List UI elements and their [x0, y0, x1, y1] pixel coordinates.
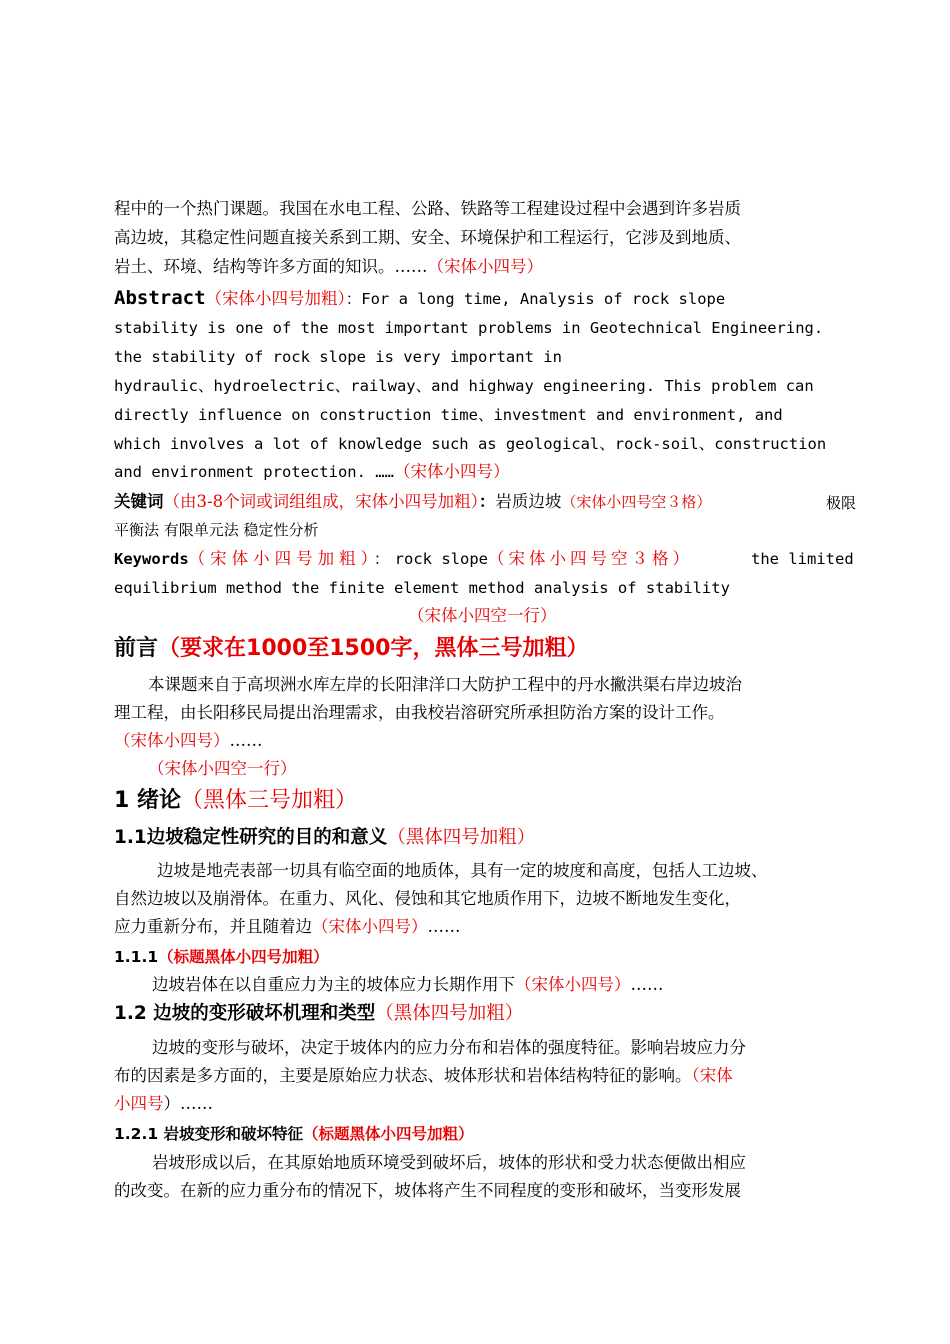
format-note: （标题黑体小四号加粗）: [158, 948, 329, 966]
section-line-3: [114, 1096, 213, 1113]
section-heading: [114, 1005, 523, 1024]
keywords-colon: ：: [373, 550, 390, 568]
format-note: （宋体小四号加粗）: [188, 549, 374, 568]
keywords-colon: ：: [478, 492, 496, 511]
abstract-cn-line-3: [114, 259, 543, 276]
subsection-line: [152, 977, 664, 994]
keyword: rock slope: [394, 550, 488, 568]
keyword-fragment: 极限: [826, 494, 857, 512]
chapter-title: 1 绪论: [114, 788, 181, 813]
ellipsis: ）……: [163, 1094, 213, 1113]
keywords-en-line-2: equilibrium method the finite element method analysis of stability: [114, 579, 730, 597]
preface-heading: [114, 638, 588, 660]
subsection-title: 1.1.1: [114, 948, 159, 966]
abstract-cn-line-2: 高边坡，其稳定性问题直接关系到工期、安全、环境保护和工程运行，它涉及到地质、: [114, 228, 741, 247]
format-note: （宋体小四号）: [515, 975, 631, 994]
format-note: （宋体小四号）: [312, 917, 428, 936]
section-text: 布的因素是多方面的，主要是原始应力状态、坡体形状和岩体结构特征的影响。: [114, 1066, 692, 1085]
abstract-en-line: hydraulic、hydroelectric、railway、and highway engineering. This problem can: [114, 377, 814, 395]
abstract-en-line: which involves a lot of knowledge such as geological、rock-soil、construction: [114, 435, 827, 453]
chapter-heading: [114, 790, 357, 812]
abstract-cn-line-1: 程中的一个热门课题。我国在水电工程、公路、铁路等工程建设过程中会遇到许多岩质: [114, 199, 741, 218]
section-title: 1.1边坡稳定性研究的目的和意义: [114, 827, 388, 848]
format-note: （宋体小四号空３格）: [488, 549, 693, 568]
format-note: （宋体小四空一行）: [148, 759, 297, 778]
section-title: 1.2 边坡的变形破坏机理和类型: [114, 1003, 376, 1024]
format-note: （标题黑体小四号加粗）: [303, 1125, 474, 1143]
format-note: （宋体: [691, 1066, 733, 1085]
preface-line-2: 理工程，由长阳移民局提出治理需求，由我校岩溶研究所承担防治方案的设计工作。: [114, 703, 725, 722]
subsection-line-1: 岩坡形成以后，在其原始地质环境受到破坏后，坡体的形状和受力状态便做出相应: [152, 1153, 746, 1172]
subsection-text: 边坡岩体在以自重应力为主的坡体应力长期作用下: [152, 975, 515, 994]
subsection-heading: [114, 949, 329, 966]
format-note: （宋体小四空一行）: [408, 606, 557, 625]
keyword-fragment: the limited: [751, 550, 854, 568]
section-line-3: [114, 919, 461, 936]
subsection-title: 1.2.1 岩坡变形和破坏特征: [114, 1125, 304, 1143]
section-line-2: 自然边坡以及崩滑体。在重力、风化、侵蚀和其它地质作用下，边坡不断地发生变化，: [114, 889, 741, 908]
format-note: （要求在1000至1500字，黑体三号加粗）: [158, 636, 589, 661]
keywords-en-label: Keywords: [114, 550, 189, 568]
section-line-2: [114, 1068, 733, 1085]
abstract-en-line: the stability of rock slope is very important in: [114, 348, 562, 366]
keywords-cn-line-2: 平衡法 有限单元法 稳定性分析: [114, 521, 319, 539]
format-note: （黑体三号加粗）: [180, 788, 357, 813]
section-text: 应力重新分布，并且随着边: [114, 917, 312, 936]
format-note: （宋体小四号）: [427, 257, 543, 276]
ellipsis: ……: [229, 731, 263, 750]
format-note: 小四号: [114, 1094, 164, 1113]
format-note: （黑体四号加粗）: [375, 1003, 524, 1024]
format-note: （宋体小四号空３格）: [561, 493, 712, 511]
abstract-en-text: and environment protection. ……: [114, 463, 394, 481]
ellipsis: ……: [630, 975, 664, 994]
subsection-line-2: 的改变。在新的应力重分布的情况下，坡体将产生不同程度的变形和破坏，当变形发展: [114, 1181, 741, 1200]
keyword: 岩质边坡: [495, 492, 562, 511]
abstract-en-line: stability is one of the most important problems in Geotechnical Engineering.: [114, 319, 824, 337]
preface-line-3: [114, 733, 263, 750]
format-note: （由3-8个词或词组组成，宋体小四号加粗）: [163, 492, 479, 511]
keywords-cn-line-1: [114, 494, 711, 511]
format-note: （宋体小四号）: [114, 731, 230, 750]
preface-title: 前言: [114, 636, 159, 661]
section-line-1: 边坡的变形与破坏，决定于坡体内的应力分布和岩体的强度特征。影响岩坡应力分: [152, 1038, 746, 1057]
keywords-en-line-1: [114, 551, 693, 568]
section-line-1: 边坡是地壳表部一切具有临空面的地质体，具有一定的坡度和高度，包括人工边坡、: [157, 861, 768, 880]
subsection-heading: [114, 1126, 474, 1143]
format-note: （宋体小四号）: [393, 462, 510, 481]
keywords-cn-label: 关键词: [114, 492, 164, 511]
format-note: （宋体小四号加粗）: [205, 289, 346, 308]
abstract-cn-text: 岩土、环境、结构等许多方面的知识。……: [114, 257, 428, 276]
abstract-en-last-line: [114, 464, 509, 481]
preface-line-1: 本课题来自于高坝洲水库左岸的长阳津洋口大防护工程中的丹水撇洪渠右岸边坡治: [148, 675, 742, 694]
ellipsis: ……: [427, 917, 461, 936]
abstract-en-heading-line: [114, 289, 725, 308]
section-heading: [114, 829, 535, 848]
abstract-en-text: ：For a long time, Analysis of rock slope: [345, 290, 726, 308]
abstract-en-line: directly influence on construction time、investment and environment, and: [114, 406, 783, 424]
format-note: （黑体四号加粗）: [387, 827, 536, 848]
abstract-label: Abstract: [114, 287, 206, 309]
